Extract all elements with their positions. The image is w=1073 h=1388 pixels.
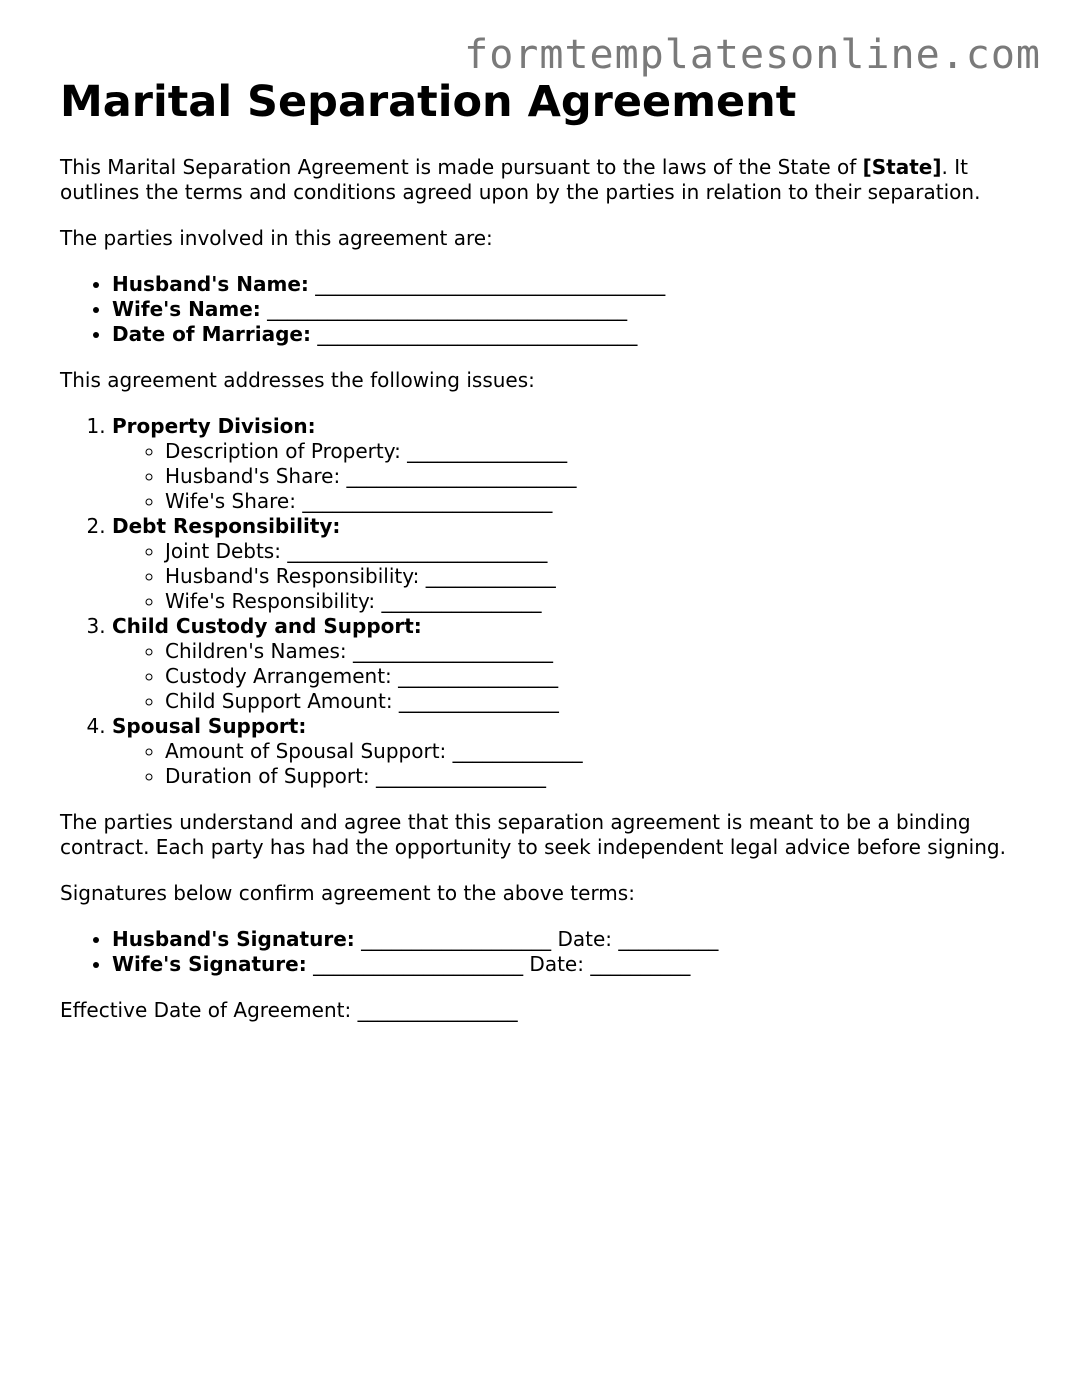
- party-label: Wife's Name:: [112, 297, 261, 321]
- issue-sublist: [112, 739, 1030, 789]
- sub-item: ◦ Duration of Support: _________________: [165, 764, 1030, 789]
- party-label: Date of Marriage:: [112, 322, 311, 346]
- party-item-husband-name: [112, 272, 1030, 297]
- issue-sublist: [112, 639, 1030, 714]
- effective-date: Effective Date of Agreement: ________________: [60, 998, 518, 1022]
- issue-property-division: [112, 414, 1030, 514]
- husband-signature-field[interactable]: ___________________ Date: __________: [361, 927, 719, 951]
- issue-sublist: [112, 539, 1030, 614]
- wife-signature-field[interactable]: _____________________ Date: __________: [313, 952, 691, 976]
- sub-item: ◦ Wife's Responsibility: ________________: [165, 589, 1030, 614]
- parties-list: [60, 272, 1030, 347]
- sub-item: ◦ Children's Names: ____________________: [165, 639, 1030, 664]
- intro-text-end: . It outlines the terms and conditions agreed upon by the parties in relation to their separation.: [60, 155, 981, 204]
- issue-child-custody: [112, 614, 1030, 714]
- signatures-list: [60, 927, 1030, 977]
- sub-item: ◦ Wife's Share: _________________________: [165, 489, 1030, 514]
- sub-item: ◦ Description of Property: ________________: [165, 439, 1030, 464]
- signature-item-wife: [112, 952, 1030, 977]
- issue-heading: Child Custody and Support:: [112, 614, 422, 638]
- sub-item: ◦ Husband's Share: _______________________: [165, 464, 1030, 489]
- document-title: Marital Separation Agreement: [60, 77, 797, 127]
- party-item-date-of-marriage: [112, 322, 1030, 347]
- signature-label: Husband's Signature:: [112, 927, 355, 951]
- party-item-wife-name: [112, 297, 1030, 322]
- sub-item: ◦ Custody Arrangement: ________________: [165, 664, 1030, 689]
- sub-item: ◦ Child Support Amount: ________________: [165, 689, 1030, 714]
- signature-item-husband: [112, 927, 1030, 952]
- husband-name-field[interactable]: ___________________________________: [315, 272, 666, 296]
- watermark: formtemplatesonline.com: [464, 32, 1041, 78]
- wife-name-field[interactable]: ____________________________________: [267, 297, 628, 321]
- issue-heading: Property Division:: [112, 414, 316, 438]
- binding-paragraph: The parties understand and agree that this separation agreement is meant to be a binding contract. Each party has had the opportunity to seek independent legal advice before signing.: [60, 810, 1006, 859]
- issue-spousal-support: [112, 714, 1030, 789]
- signature-label: Wife's Signature:: [112, 952, 307, 976]
- intro-paragraph: [60, 155, 1030, 205]
- sub-item: ◦ Husband's Responsibility: _____________: [165, 564, 1030, 589]
- issue-debt-responsibility: [112, 514, 1030, 614]
- issue-sublist: [112, 439, 1030, 514]
- date-of-marriage-field[interactable]: ________________________________: [317, 322, 638, 346]
- issue-heading: Debt Responsibility:: [112, 514, 341, 538]
- document-page: [60, 76, 1030, 1023]
- parties-intro: The parties involved in this agreement are:: [60, 226, 493, 250]
- issue-heading: Spousal Support:: [112, 714, 307, 738]
- signatures-intro: Signatures below confirm agreement to the above terms:: [60, 881, 635, 905]
- state-placeholder: [State]: [862, 155, 942, 179]
- sub-item: ◦ Amount of Spousal Support: _____________: [165, 739, 1030, 764]
- party-label: Husband's Name:: [112, 272, 309, 296]
- issues-list: [60, 414, 1030, 789]
- sub-item: ◦ Joint Debts: __________________________: [165, 539, 1030, 564]
- issues-intro: This agreement addresses the following issues:: [60, 368, 535, 392]
- intro-text-start: This Marital Separation Agreement is made pursuant to the laws of the State of: [60, 155, 863, 179]
